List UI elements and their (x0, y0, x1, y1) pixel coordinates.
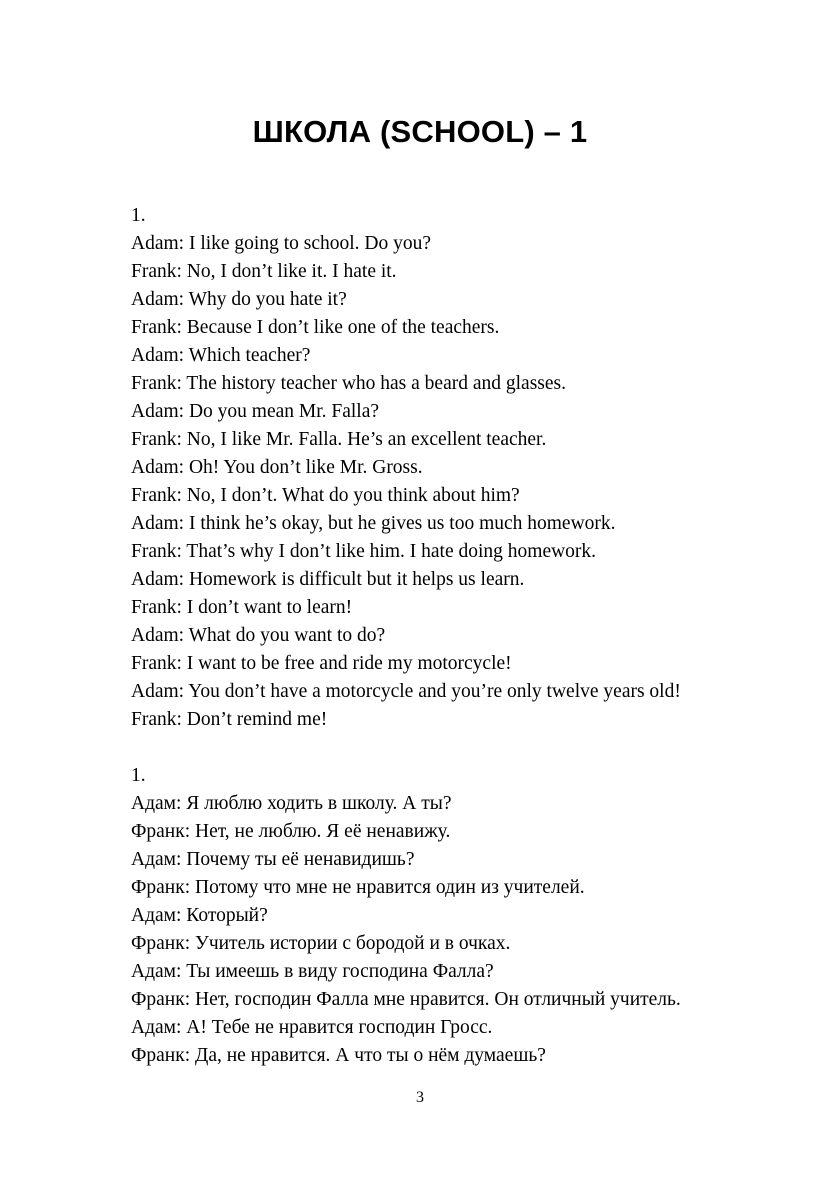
dialogue-line: Adam: Which teacher? (131, 345, 311, 366)
dialogue-line: Frank: Don’t remind me! (131, 709, 328, 730)
dialogue-line: Frank: The history teacher who has a beard and glasses. (131, 373, 567, 394)
dialogue-line: Adam: What do you want to do? (131, 625, 386, 646)
dialogue-line: Адам: Который? (131, 905, 268, 926)
dialogue-line: Адам: Почему ты её ненавидишь? (131, 849, 415, 870)
page-title: ШКОЛА (SCHOOL) – 1 (252, 114, 588, 149)
dialogue-line: Франк: Да, не нравится. А что ты о нём думаешь? (131, 1045, 546, 1066)
dialogue-number: 1. (131, 765, 146, 786)
dialogue-line: Франк: Учитель истории с бородой и в очках. (131, 933, 511, 954)
dialogue-number: 1. (131, 205, 146, 226)
dialogue-line: Adam: I like going to school. Do you? (131, 233, 432, 254)
dialogue-line: Adam: Do you mean Mr. Falla? (131, 401, 380, 422)
page-number: 3 (416, 1089, 424, 1106)
dialogue-line: Adam: Homework is difficult but it helps us learn. (131, 569, 525, 590)
dialogue-line: Adam: You don’t have a motorcycle and you’re only twelve years old! (131, 681, 681, 702)
dialogue-line: Адам: Ты имеешь в виду господина Фалла? (131, 961, 494, 982)
dialogue-line: Frank: I want to be free and ride my motorcycle! (131, 653, 512, 674)
dialogue-line: Frank: No, I like Mr. Falla. He’s an excellent teacher. (131, 429, 547, 450)
dialogue-line: Адам: А! Тебе не нравится господин Гросс. (131, 1017, 493, 1038)
dialogue-line: Frank: Because I don’t like one of the teachers. (131, 317, 500, 338)
dialogue-line: Frank: No, I don’t. What do you think about him? (131, 485, 520, 506)
dialogue-line: Адам: Я люблю ходить в школу. А ты? (131, 793, 452, 814)
dialogue-line: Frank: That’s why I don’t like him. I hate doing homework. (131, 541, 597, 562)
dialogue-line: Франк: Нет, не люблю. Я её ненавижу. (131, 821, 451, 842)
dialogue-line: Frank: I don’t want to learn! (131, 597, 353, 618)
dialogue-line: Adam: Oh! You don’t like Mr. Gross. (131, 457, 423, 478)
dialogue-line: Frank: No, I don’t like it. I hate it. (131, 261, 397, 282)
dialogue-english (131, 202, 811, 734)
dialogue-line: Adam: Why do you hate it? (131, 289, 347, 310)
dialogue-line: Франк: Нет, господин Фалла мне нравится. Он отличный учитель. (131, 989, 681, 1010)
dialogue-line: Франк: Потому что мне не нравится один из учителей. (131, 877, 585, 898)
dialogue-russian (131, 762, 811, 1070)
dialogue-line: Adam: I think he’s okay, but he gives us too much homework. (131, 513, 616, 534)
